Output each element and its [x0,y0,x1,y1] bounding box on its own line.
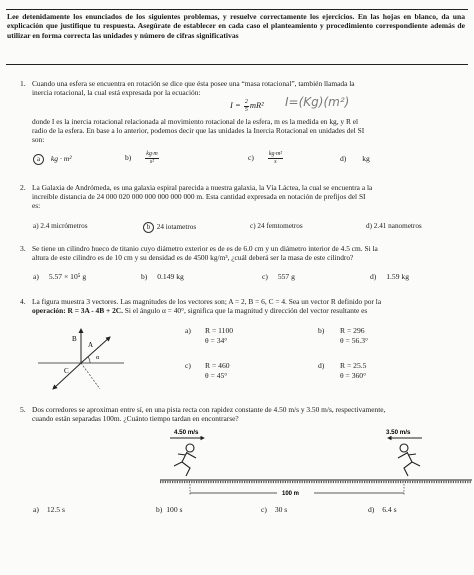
q1-option-a-circled-letter: a [33,154,44,165]
q5-text-a: Dos corredores se aproximan entre sí, en una pista recta con rapidez constante de 4.50 m/s y 3.50 m/s, respectivamente, [32,405,386,414]
q1-text-b: inercia rotacional, la cual está expresada por la ecuación: [32,88,201,97]
instructions-rule [6,64,468,65]
q2-number: 2. [20,183,26,192]
q4-option-c[interactable] [185,361,191,370]
q1-option-d[interactable] [340,154,370,163]
q2-text-a: La Galaxia de Andrómeda, es una galaxia espiral parecida a nuestra galaxia, la Vía Láctea, la cual se encuentra a la [32,183,373,192]
label-a: A [88,341,94,349]
q2-option-b-circled-letter: b [143,222,154,233]
q5-option-d-value: 6.4 s [382,505,397,514]
q3-number: 3. [20,244,26,253]
q1-option-b-num: kg·m [146,151,158,157]
q5-option-d-letter: d) [368,505,375,514]
q2-option-b[interactable] [143,222,196,233]
q5-option-a-value: 12.5 s [46,505,65,514]
q3-option-c[interactable] [262,272,295,281]
q1-text-d: radio de la esfera. En base a lo anterior, podemos decir que las unidades la Inercia Rotacional en unidades del SI [32,126,365,135]
q1-option-b-letter: b) [125,152,132,162]
q1-option-b[interactable] [125,151,160,165]
q2-option-b-value: 24 iotametros [156,223,197,231]
q4-option-a-r: R = 1100 [205,326,234,335]
q4-option-d[interactable] [318,361,324,370]
q2-option-a-letter: a) [33,222,39,230]
q1-text-e: son: [32,135,45,144]
q1-option-d-letter: d) [340,154,347,163]
q3-text-b: altura de este cilindro es de 10 cm y su densidad es de 4500 kg/m³, ¿cuál deberá ser la masa de este cilindro? [32,253,354,262]
q4-option-b-letter: b) [318,326,325,335]
q3-option-b-value: 0.149 kg [157,272,184,281]
q5-option-b-value: 100 s [166,505,183,514]
speed-right-label: 3.50 m/s [386,429,411,436]
q4-option-a-letter: a) [185,326,191,335]
q5-option-a[interactable] [33,505,65,514]
vector-diagram [38,327,128,399]
q3-option-c-value: 557 g [277,272,295,281]
q2-option-d[interactable] [366,222,422,230]
label-alpha: α [96,355,100,361]
q2-option-d-letter: d) [366,222,372,230]
q1-text-c: donde I es la inercia rotacional relacionada al movimiento rotacional de la esfera, m es la medida en kg, y R el [32,117,359,126]
q2-option-a-value: 2.4 micrómetros [40,222,88,230]
q3-option-b-letter: b) [141,272,148,281]
q3-text-a: Se tiene un cilindro hueco de titanio cuyo diámetro exterior es de es de 6.0 cm y un diámetro interior de 4.5 cm. Si la [32,244,378,253]
q5-option-a-letter: a) [33,505,39,514]
q4-text-b [32,306,367,315]
q4-option-b[interactable] [318,326,324,335]
q4-text-a: La figura muestra 3 vectores. Las magnitudes de los vectores son; A = 2, B = 6, C = 4. Sea un vector R definido por la [32,297,382,306]
q2-option-c-value: 24 femtometros [257,222,303,230]
q1-option-c-num: kg·m² [268,151,283,157]
q3-option-d[interactable] [370,272,409,281]
q3-option-d-letter: d) [370,272,377,281]
q1-handwriting: I=(Kg)(m²) [285,95,350,109]
q4-option-d-letter: d) [318,361,325,370]
q4-option-d-r: R = 25.5 [340,361,367,370]
q1-option-c-fraction [268,151,283,165]
formula-num: 2 [244,99,248,105]
q4-option-d-theta: θ = 360° [340,371,367,380]
q2-option-c[interactable] [250,222,303,230]
q5-option-c[interactable] [261,505,287,514]
q5-option-c-value: 30 s [274,505,288,514]
formula-rhs: mR² [249,99,264,110]
q1-formula [230,99,264,113]
runners-diagram [160,424,472,500]
instructions: Lee detenidamente los enunciados de los siguientes problemas, y resuelve correctamente los ejercicios. En las hojas en blanco, da una explicación que justifique tu respuesta. Asegúrate de establecer en cada caso el planteamiento y procedimiento correspondiente además de utilizar en forma correcta las unidades y número de cifras significativas [7,12,465,40]
right-runner-icon [398,444,420,476]
q3-option-d-value: 1.59 kg [386,272,410,281]
q4-operation: operación: R = 3A - 4B + 2C. [32,306,123,315]
q2-text-b: increíble distancia de 24 000 020 000 000 000 000 000 m. Esta cantidad expresada en notación de prefijos del SI [32,192,366,201]
q4-option-b-r: R = 296 [340,326,365,335]
alpha-arc [88,357,90,363]
q4-option-c-theta: θ = 45° [205,371,228,380]
formula-fraction [244,99,249,113]
q2-text-c: es: [32,201,41,210]
q4-option-a[interactable] [185,326,191,335]
q1-option-c[interactable] [248,151,284,165]
q4-option-c-letter: c) [185,361,191,370]
q1-option-a[interactable] [33,154,72,165]
q1-option-b-fraction [145,151,159,165]
q3-option-a-letter: a) [33,272,39,281]
q3-option-a[interactable] [33,272,86,281]
q1-option-d-value: kg [362,154,370,163]
q1-text-a: Cuando una esfera se encuentra en rotación se dice que ésta posee una “masa rotacional”, también llamada la [32,79,355,88]
q3-option-b[interactable] [141,272,184,281]
q3-option-c-letter: c) [262,272,268,281]
label-c: C [64,367,69,375]
speed-left-label: 4.50 m/s [174,429,199,436]
q4-number: 4. [20,297,26,306]
top-rule [6,9,468,10]
q5-option-b[interactable] [156,505,182,514]
formula-den: 5 [244,106,248,113]
q2-option-c-letter: c) [250,222,256,230]
q4-option-b-theta: θ = 56.3° [340,336,369,345]
q1-option-a-value: kg · m² [50,154,72,163]
q5-number: 5. [20,405,26,414]
q4-option-c-r: R = 460 [205,361,230,370]
q2-option-a[interactable] [33,222,88,230]
q1-option-c-den: s [274,158,277,165]
q3-option-a-value: 5.57 × 10⁵ g [48,272,87,281]
q4-text-b-rest: Si el ángulo α = 40°, significa que la magnitud y dirección del vector resultante es [122,306,368,315]
q5-option-c-letter: c) [261,505,267,514]
q5-option-d[interactable] [368,505,397,514]
left-runner-icon [174,444,196,476]
q1-option-c-letter: c) [248,152,254,162]
label-b: B [72,335,77,343]
q1-option-b-den: s² [149,158,155,165]
q1-number: 1. [20,79,26,88]
q5-option-b-letter: b) [156,505,163,514]
q5-text-b: cuando están separadas 100m. ¿Cuánto tiempo tardan en encontrarse? [32,414,239,423]
q2-option-d-value: 2.41 nanometros [373,222,422,230]
dashed-line [81,363,100,389]
q4-option-a-theta: θ = 34° [205,336,228,345]
formula-lhs: I = [230,99,241,110]
distance-label: 100 m [282,491,300,497]
